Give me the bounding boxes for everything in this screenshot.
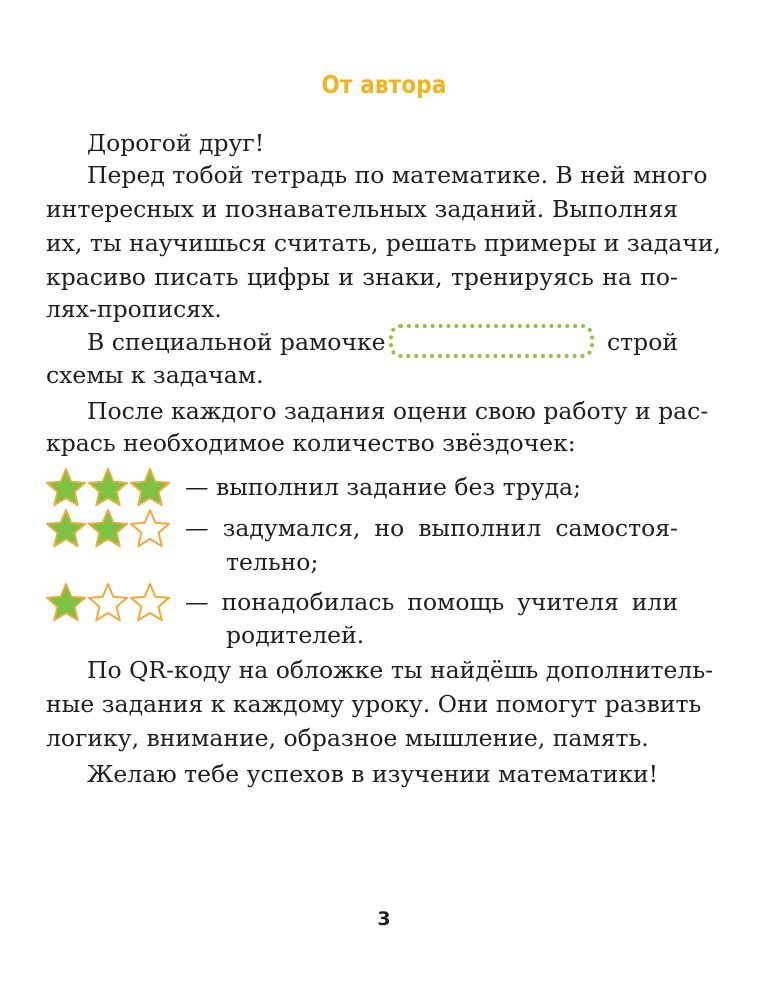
- intro-line-4: красиво писать цифры и знаки, тренируясь на по-: [46, 263, 678, 291]
- rating-3-line-1: — понадобилась помощь учителя или: [185, 588, 678, 616]
- closing-text: Желаю тебе успехов в изучении математики!: [87, 760, 659, 788]
- frame-sentence-end: строй: [607, 328, 679, 356]
- rating-stars-one: [46, 582, 172, 624]
- frame-sentence-start: В специальной рамочке: [87, 328, 386, 356]
- page-title: От автора: [321, 70, 447, 99]
- intro-line-3: их, ты научишься считать, решать примеры и задачи,: [46, 229, 721, 257]
- page-number: 3: [377, 908, 391, 930]
- rating-1-line-1: — выполнил задание без труда;: [185, 473, 581, 501]
- qr-line-3: логику, внимание, образное мышление, память.: [46, 724, 649, 752]
- intro-line-2: интересных и познавательных заданий. Выполняя: [46, 195, 678, 223]
- rating-3-line-2: родителей.: [226, 621, 365, 649]
- empty-star-icon: [131, 510, 169, 546]
- rating-2-line-1: — задумался, но выполнил самостоя-: [185, 514, 678, 542]
- qr-line-1: По QR-коду на обложке ты найдёшь дополнитель-: [87, 656, 714, 684]
- rating-2-line-2: тельно;: [226, 548, 319, 576]
- qr-line-2: ные задания к каждому уроку. Они помогут развить: [46, 690, 702, 718]
- frame-sentence-line-2: схемы к задачам.: [46, 361, 264, 389]
- intro-line-1: Перед тобой тетрадь по математике. В ней много: [87, 161, 708, 189]
- intro-line-5: лях-прописях.: [46, 295, 222, 323]
- empty-star-icon: [89, 584, 127, 620]
- rating-instruction-line-1: После каждого задания оцени свою работу и рас-: [87, 397, 709, 425]
- dotted-answer-frame: [389, 324, 594, 358]
- greeting-text: Дорогой друг!: [87, 129, 265, 157]
- rating-stars-two: [46, 508, 172, 550]
- empty-star-icon: [131, 584, 169, 620]
- rating-instruction-line-2: крась необходимое количество звёздочек:: [46, 429, 576, 457]
- rating-stars-three: [46, 467, 172, 509]
